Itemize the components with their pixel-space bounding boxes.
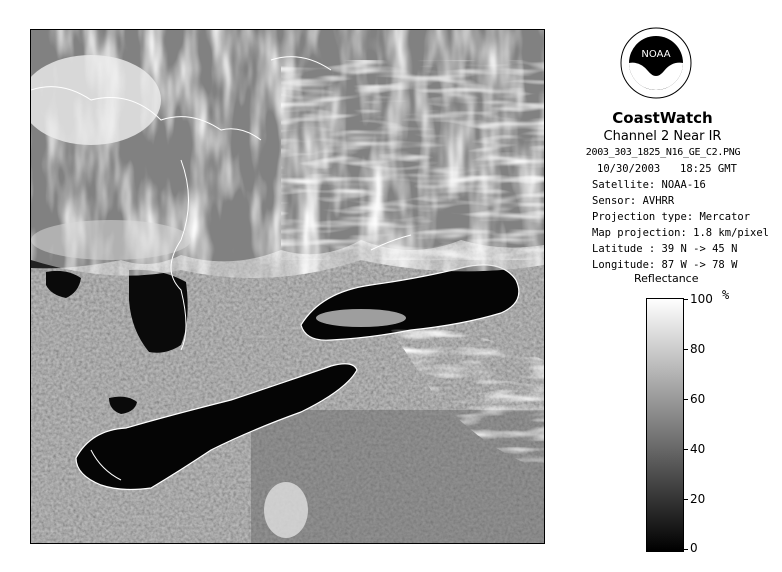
reflectance-color-bar bbox=[646, 298, 684, 552]
noaa-logo bbox=[620, 27, 692, 99]
legend-tick bbox=[683, 349, 688, 350]
legend-tick bbox=[683, 299, 688, 300]
projection-type-label: Projection type: Mercator bbox=[592, 211, 751, 223]
legend-title: Reflectance bbox=[634, 272, 699, 285]
cloud-band bbox=[31, 220, 191, 260]
cloud-over-lake-ontario bbox=[316, 309, 406, 327]
longitude-label: Longitude: 87 W -> 78 W bbox=[592, 259, 738, 271]
latitude-label: Latitude : 39 N -> 45 N bbox=[592, 243, 738, 255]
satellite-map bbox=[30, 29, 545, 544]
time-label: 18:25 GMT bbox=[680, 163, 737, 175]
legend-unit: % bbox=[722, 288, 730, 302]
legend-tick bbox=[683, 449, 688, 450]
file-name: 2003_303_1825_N16_GE_C2.PNG bbox=[585, 147, 741, 158]
legend-tick-label: 20 bbox=[690, 492, 706, 506]
legend-tick bbox=[683, 549, 688, 550]
satellite-label: Satellite: NOAA-16 bbox=[592, 179, 706, 191]
legend-tick-label: 80 bbox=[690, 342, 706, 356]
product-title: CoastWatch bbox=[612, 109, 713, 127]
cloud-patch-south bbox=[264, 482, 308, 538]
legend-tick-label: 60 bbox=[690, 392, 706, 406]
map-projection-label: Map projection: 1.8 km/pixel bbox=[592, 227, 770, 239]
date-label: 10/30/2003 bbox=[597, 163, 661, 175]
legend-tick bbox=[683, 499, 688, 500]
legend-tick-label: 100 bbox=[690, 292, 713, 306]
map-image bbox=[31, 30, 544, 543]
legend-tick-label: 40 bbox=[690, 442, 706, 456]
legend-tick-label: 0 bbox=[690, 541, 698, 555]
channel-label: Channel 2 Near IR bbox=[603, 129, 722, 144]
logo-text: NOAA bbox=[641, 49, 671, 60]
legend-tick bbox=[683, 399, 688, 400]
sensor-label: Sensor: AVHRR bbox=[592, 195, 675, 207]
